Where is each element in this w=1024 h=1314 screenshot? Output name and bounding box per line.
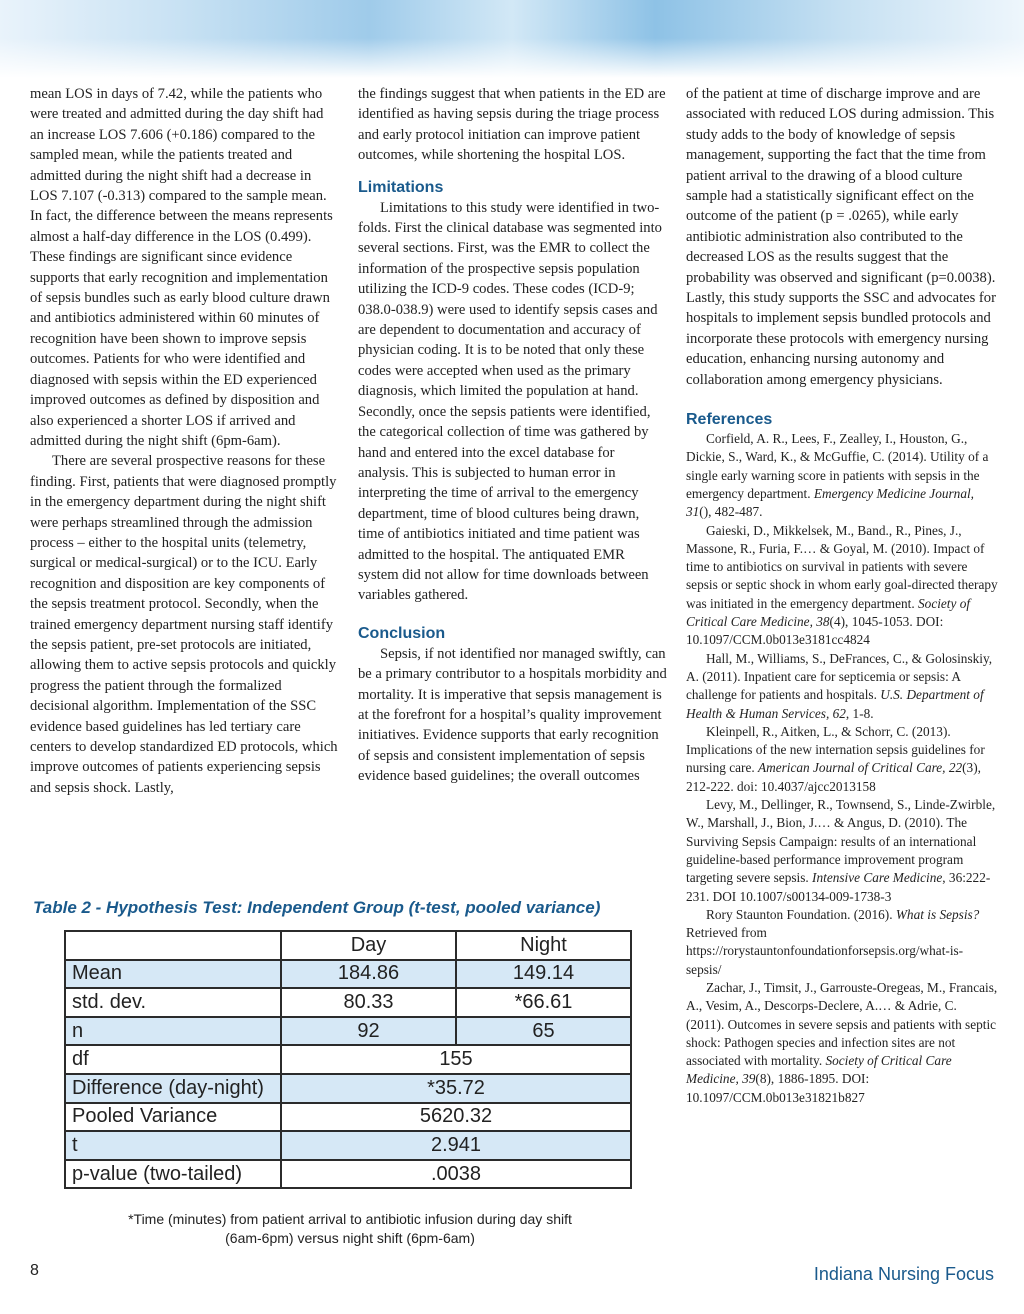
- body-paragraph: mean LOS in days of 7.42, while the patients who were treated and admitted during the day shift had an increase LOS 7.606 (+0.186) compared to the sampled mean, while the patients treated and admitted during the night shift had a decrease in LOS 7.107 (-0.313) compared to the sample mean. In fact, the difference between the means represents almost a half-day difference in the LOS (0.499). These findings are significant since evidence supports that early recognition and implementation of sepsis bundles such as early blood culture drawn and antibiotics administered within 60 minutes of recognition have been shown to improve sepsis outcomes. Patients for who were identified and diagnosed with sepsis within the ED experienced improved outcomes as defined by disposition and also experienced a shorter LOS if arrived and admitted during the night shift (6pm-6am).: [30, 86, 333, 449]
- conclusion-heading: Conclusion: [358, 624, 446, 642]
- table-row: [65, 1160, 631, 1189]
- body-paragraph: of the patient at time of discharge improve and are associated with reduced LOS during admission. This study adds to the body of knowledge of sepsis management, supporting the fact that the time from patient arrival to the drawing of a blood culture sample had a statistically significant effect on the outcome of the patient (p = .0265), while early antibiotic administration also contributed to the decreased LOS as the results suggest that the probability was observed and significant (p=0.0038). Lastly, this study supports the SSC and advocates for hospitals to implement sepsis bundled protocols and incorporate these protocols with emergency nursing education, enhancing nursing autonomy and collaboration among emergency physicians.: [686, 86, 996, 388]
- limitations-paragraph: Limitations to this study were identified in two-folds. First the clinical database was segmented into several sections. First, was the EMR to collect the information of the prospective sepsis population utilizing the ICD-9 codes. These codes (ICD-9; 038.0-038.9) were used to identify sepsis cases and are dependent to documentation and accuracy of physician coding. It is to be noted that only these codes were accepted when used as the primary diagnosis, which limited the population at hand. Secondly, once the sepsis patients were identified, the categorical collection of time was gathered by hand and entered into the excel database for analysis. This is subjected to human error in interpreting the time of arrival to the emergency department, time of blood cultures being drawn, time of antibiotics initiated and time patient was admitted to the hospital. The antiquated EMR system did not allow for time downloads between variables gathered.: [358, 199, 662, 604]
- table-row: [65, 1103, 631, 1132]
- table-corner-cell: [65, 931, 281, 960]
- reference-item: Gaieski, D., Mikkelsek, M., Band., R., Pines, J., Massone, R., Furia, F.… & Goyal, M. (2010). Impact of time to antibiotics on survival in patients with severe sepsis or septic shock in whom early goal-directed therapy was initiated in the emergency department. Society of Critical Care Medicine, 38(4), 1045-1053. DOI: 10.1097/CCM.0b013e3181cc4824: [686, 522, 998, 648]
- row-label: n: [65, 1017, 281, 1046]
- table-header-row: [65, 931, 631, 960]
- night-value: *66.61: [456, 988, 631, 1017]
- row-label: Difference (day-night): [65, 1074, 281, 1103]
- day-value: 80.33: [281, 988, 456, 1017]
- row-label: p-value (two-tailed): [65, 1160, 281, 1189]
- publication-name: Indiana Nursing Focus: [813, 1264, 994, 1284]
- row-label: t: [65, 1131, 281, 1160]
- combined-value: 2.941: [281, 1131, 631, 1160]
- night-value: 149.14: [456, 960, 631, 989]
- table-footnote: *Time (minutes) from patient arrival to antibiotic infusion during day shift (6am-6pm) versus night shift (6pm-6am): [128, 1211, 572, 1246]
- table-row: [65, 1045, 631, 1074]
- reference-item: Rory Staunton Foundation. (2016). What is Sepsis? Retrieved from https://rorystauntonfoundationforsepsis.org/what-is-sepsis/: [686, 906, 980, 977]
- row-label: Pooled Variance: [65, 1103, 281, 1132]
- body-paragraph: There are several prospective reasons for these finding. First, patients that were diagnosed promptly in the emergency department during the night shift were perhaps streamlined through the admission process – either to the hospital units (telemetry, surgical or medical-surgical) or to the ICU. Early recognition and disposition are key components of the sepsis treatment protocol. Secondly, when the trained emergency department nursing staff identify the sepsis patient, pre-set protocols are initiated, allowing them to active sepsis protocols and quickly progress the patient through the formalized decisional algorithm. Implementation of the SSC evidence based guidelines has led tertiary care centers to develop standardized ED protocols, which improve outcomes of patients experiencing sepsis and sepsis shock. Lastly,: [30, 453, 338, 796]
- night-value: 65: [456, 1017, 631, 1046]
- column-2: [358, 84, 668, 787]
- references-heading: References: [686, 411, 773, 429]
- column-3: [686, 84, 998, 1107]
- table-caption: Table 2 - Hypothesis Test: Independent Group (t-test, pooled variance): [33, 898, 601, 917]
- row-label: df: [65, 1045, 281, 1074]
- reference-item: Corfield, A. R., Lees, F., Zealley, I., Houston, G., Dickie, S., Ward, K., & McGuffie, C. (2014). Utility of a single early warning score in patients with sepsis in the emergency department. Emergency Medicine Journal, 31(), 482-487.: [686, 431, 989, 520]
- table-row: [65, 1017, 631, 1046]
- table-row: [65, 1131, 631, 1160]
- column-header-night: Night: [456, 931, 631, 960]
- limitations-heading: Limitations: [358, 178, 444, 196]
- day-value: 184.86: [281, 960, 456, 989]
- reference-item: Levy, M., Dellinger, R., Townsend, S., Linde-Zwirble, W., Marshall, J., Bion, J.… & Angus, D. (2010). The Surviving Sepsis Campaign: results of an international guideline-based performance improvement program targeting severe sepsis. Intensive Care Medicine, 36:222-231. DOI 10.1007/s00134-009-1738-3: [686, 797, 996, 904]
- table-row: [65, 1074, 631, 1103]
- reference-item: Hall, M., Williams, S., DeFrances, C., & Golosinskiy, A. (2011). Inpatient care for septicemia or sepsis: A challenge for patients and hospitals. U.S. Department of Health & Human Services, 62, 1-8.: [686, 650, 993, 721]
- page-number: 8: [30, 1262, 39, 1279]
- row-label: std. dev.: [65, 988, 281, 1017]
- column-header-day: Day: [281, 931, 456, 960]
- reference-item: Kleinpell, R., Aitken, L., & Schorr, C. (2013). Implications of the new internation sepsis guidelines for nursing care. American Journal of Critical Care, 22(3), 212-222. doi: 10.4037/ajcc2013158: [686, 723, 985, 794]
- day-value: 92: [281, 1017, 456, 1046]
- column-1: [30, 84, 340, 798]
- combined-value: *35.72: [281, 1074, 631, 1103]
- references-list: [686, 430, 998, 1107]
- table-row: [65, 988, 631, 1017]
- row-label: Mean: [65, 960, 281, 989]
- combined-value: .0038: [281, 1160, 631, 1189]
- conclusion-paragraph: Sepsis, if not identified nor managed swiftly, can be a primary contributor to a hospitals morbidity and mortality. It is imperative that sepsis management is at the forefront for a hospital’s quality improvement initiatives. Evidence supports that early recognition of sepsis and consistent implementation of sepsis evidence based guidelines; the overall outcomes: [358, 645, 667, 785]
- combined-value: 5620.32: [281, 1103, 631, 1132]
- hypothesis-test-table: [64, 930, 632, 1189]
- table-row: [65, 960, 631, 989]
- body-paragraph: the findings suggest that when patients in the ED are identified as having sepsis during the triage process and early protocol initiation can improve patient outcomes, while shortening the hospital LOS.: [358, 86, 666, 164]
- reference-item: Zachar, J., Timsit, J., Garrouste-Oregeas, M., Francais, A., Vesim, A., Descorps-Declere, A.… & Adrie, C. (2011). Outcomes in severe sepsis and patients with septic shock: Pathogen species and infection sites are not associated with mortality. Society of Critical Care Medicine, 39(8), 1886-1895. DOI: 10.1097/CCM.0b013e31821b827: [686, 980, 998, 1105]
- combined-value: 155: [281, 1045, 631, 1074]
- header-banner-image: [0, 0, 1024, 78]
